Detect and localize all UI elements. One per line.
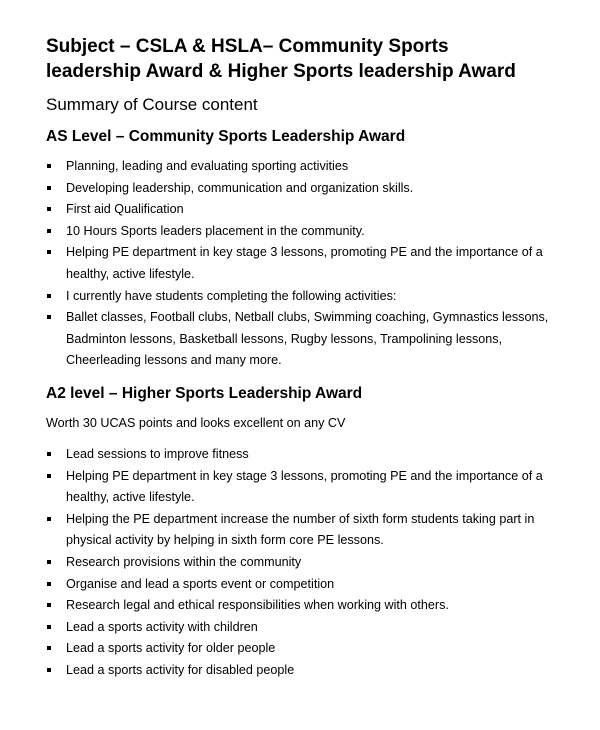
- document-page: [46, 34, 566, 681]
- bullet-marker: [47, 229, 51, 233]
- bullet-marker: [47, 315, 51, 319]
- bullet-marker: [47, 517, 51, 521]
- list-item: Planning, leading and evaluating sporting activities: [46, 156, 566, 178]
- summary-subtitle: Summary of Course content: [46, 95, 258, 114]
- bullet-marker: [47, 603, 51, 607]
- a2-level-intro: Worth 30 UCAS points and looks excellent on any CV: [46, 415, 346, 430]
- list-item: 10 Hours Sports leaders placement in the community.: [46, 221, 566, 243]
- list-item: Developing leadership, communication and organization skills.: [46, 178, 566, 200]
- bullet-marker: [47, 452, 51, 456]
- list-item: First aid Qualification: [46, 199, 566, 221]
- list-item: Research legal and ethical responsibilities when working with others.: [46, 595, 566, 617]
- list-item: Helping the PE department increase the number of sixth form students taking part in physical activity by helping in sixth form core PE lessons.: [46, 509, 566, 552]
- a2-level-heading: A2 level – Higher Sports Leadership Award: [46, 384, 363, 402]
- as-level-list: [46, 156, 566, 372]
- list-item: Lead a sports activity for disabled people: [46, 660, 566, 682]
- a2-level-list: [46, 444, 566, 682]
- document-title: [46, 34, 566, 84]
- list-item: Helping PE department in key stage 3 lessons, promoting PE and the importance of a healthy, active lifestyle.: [46, 242, 566, 285]
- bullet-marker: [47, 186, 51, 190]
- list-item: Organise and lead a sports event or competition: [46, 574, 566, 596]
- title-line-2: leadership Award & Higher Sports leadership Award: [46, 61, 516, 82]
- bullet-marker: [47, 294, 51, 298]
- list-item: Lead a sports activity for older people: [46, 638, 566, 660]
- bullet-marker: [47, 250, 51, 254]
- bullet-marker: [47, 625, 51, 629]
- list-item: Lead a sports activity with children: [46, 617, 566, 639]
- list-item: Lead sessions to improve fitness: [46, 444, 566, 466]
- as-level-heading: AS Level – Community Sports Leadership Award: [46, 128, 406, 145]
- bullet-marker: [47, 207, 51, 211]
- list-item: I currently have students completing the following activities:: [46, 286, 566, 308]
- bullet-marker: [47, 560, 51, 564]
- list-item: Helping PE department in key stage 3 lessons, promoting PE and the importance of a healthy, active lifestyle.: [46, 466, 566, 509]
- bullet-marker: [47, 668, 51, 672]
- bullet-marker: [47, 474, 51, 478]
- list-item: Research provisions within the community: [46, 552, 566, 574]
- list-item: Ballet classes, Football clubs, Netball clubs, Swimming coaching, Gymnastics lessons, Badminton lessons, Basketball lessons, Rugby lessons, Trampolining lessons, Cheerleading lessons and many more.: [46, 307, 566, 372]
- title-line-1: Subject – CSLA & HSLA– Community Sports: [46, 36, 449, 57]
- bullet-marker: [47, 582, 51, 586]
- bullet-marker: [47, 164, 51, 168]
- bullet-marker: [47, 646, 51, 650]
